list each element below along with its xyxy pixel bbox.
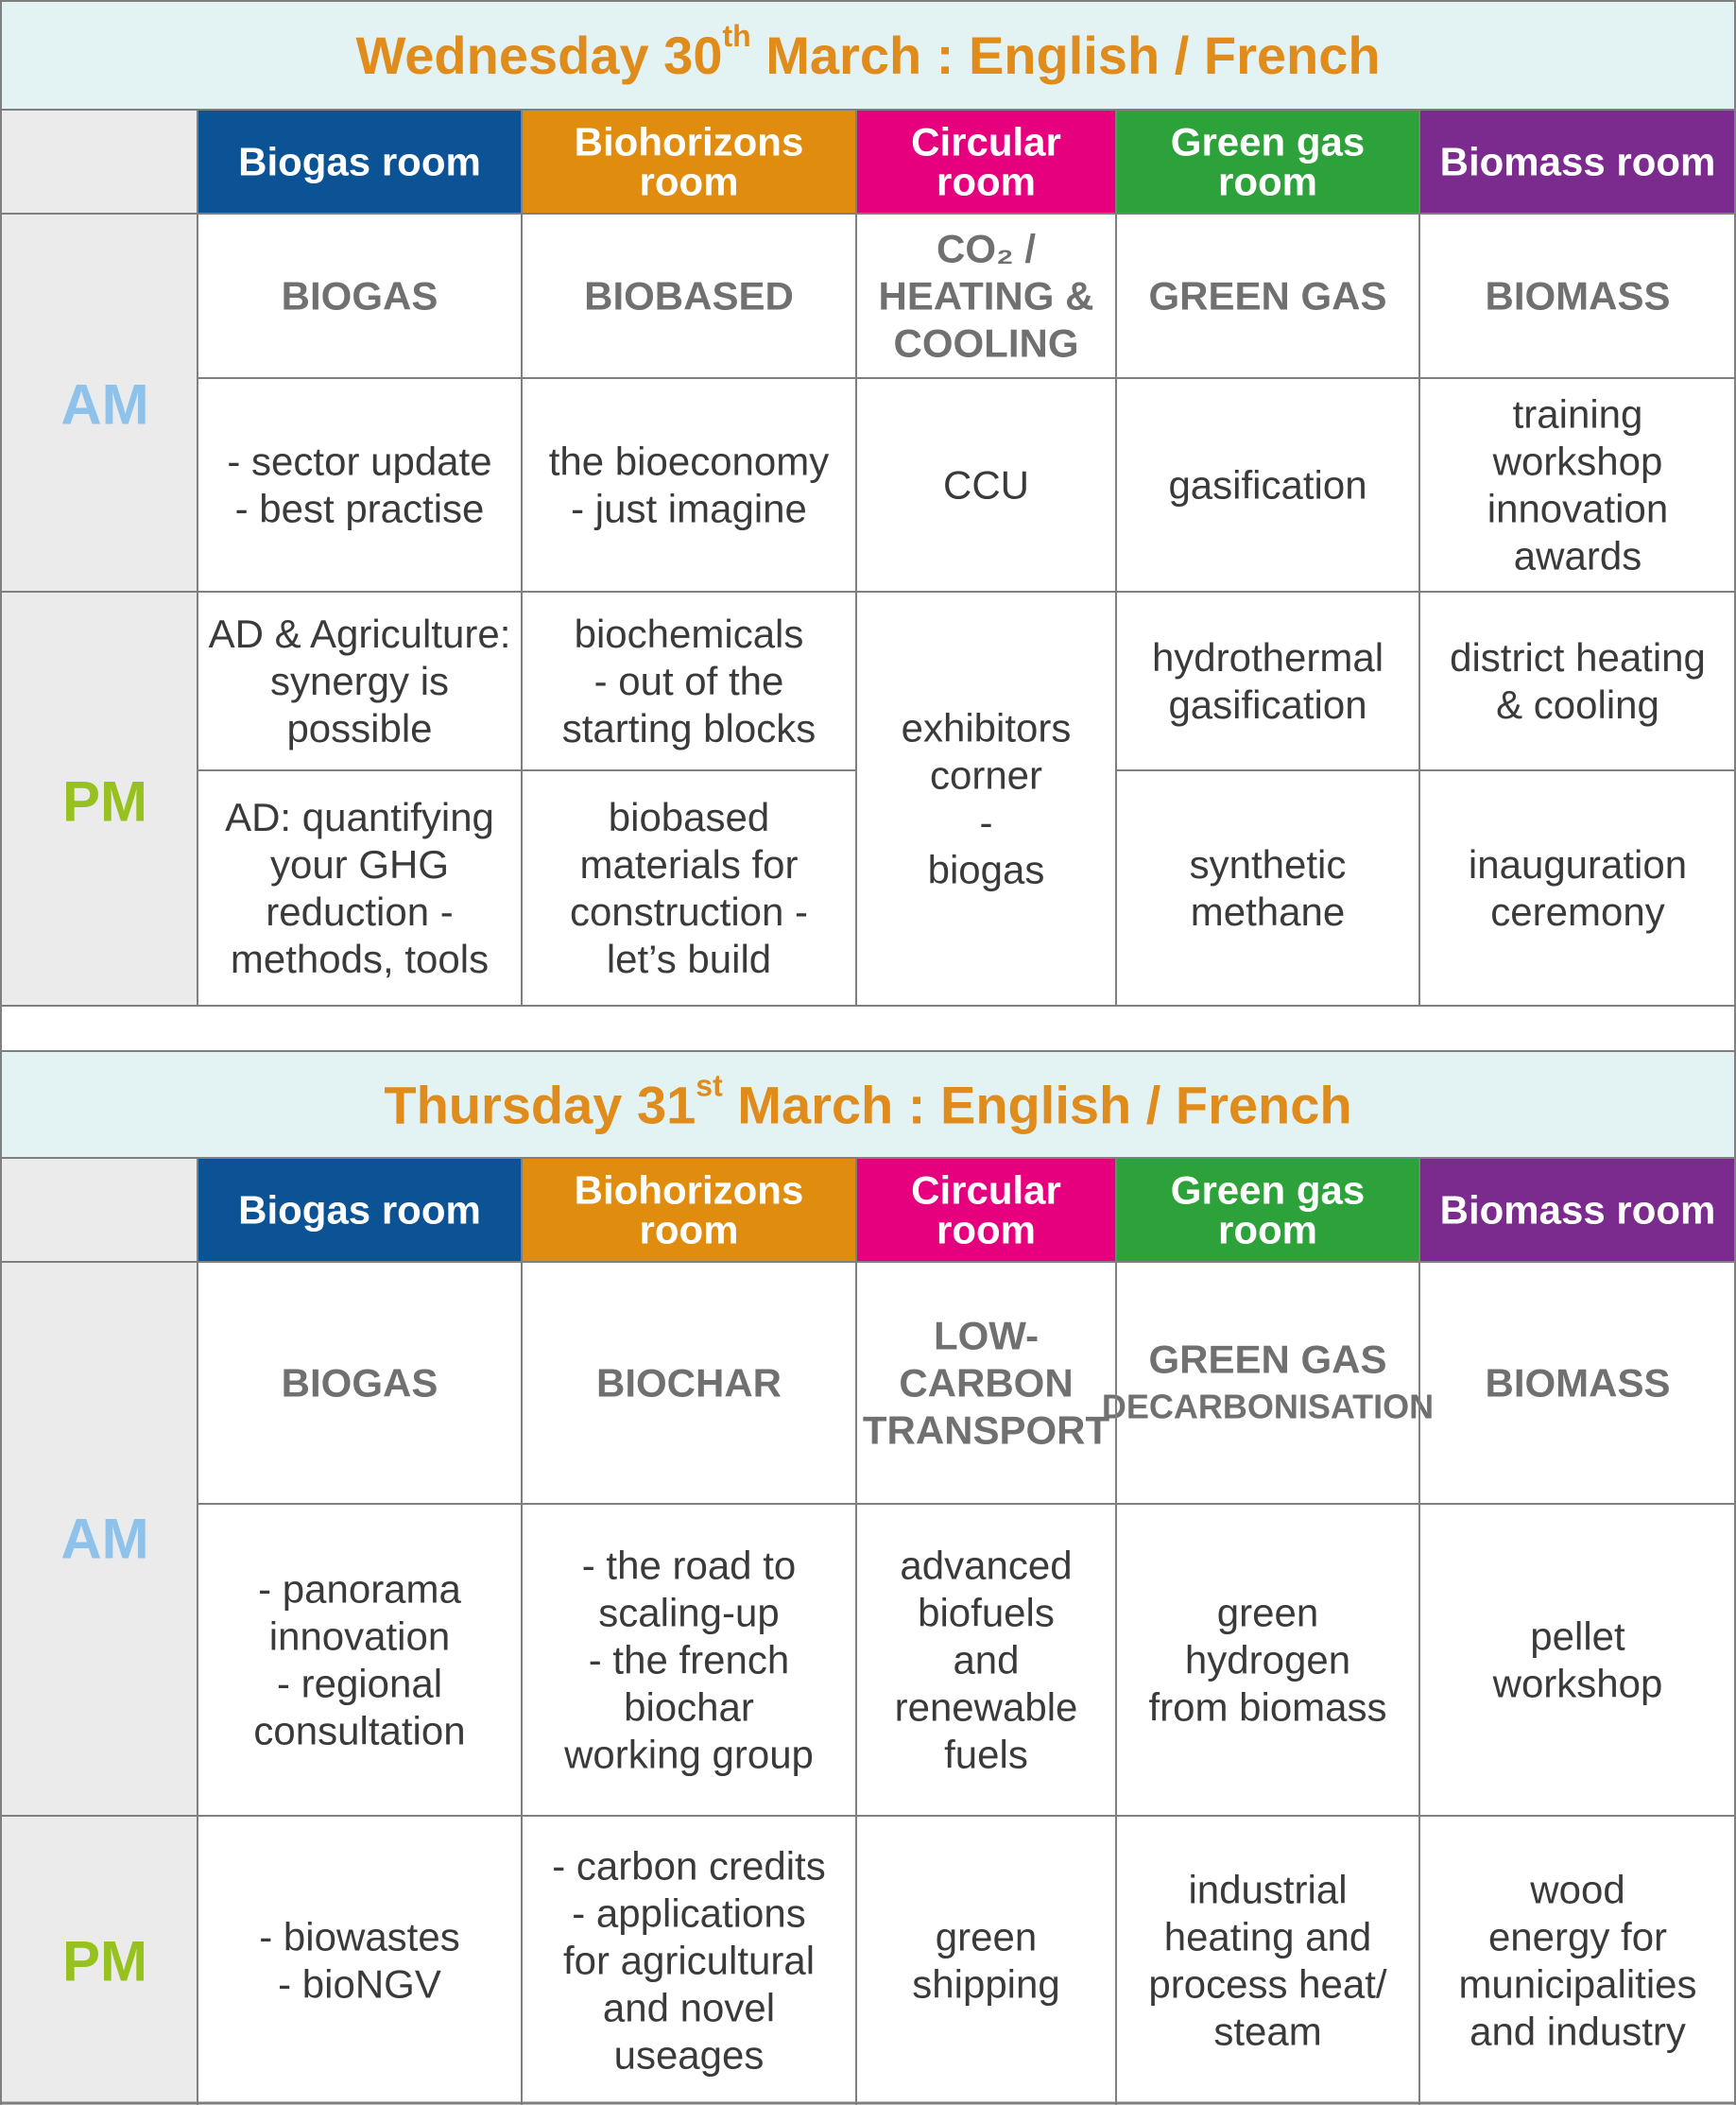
room-header-label-biomass-line: Biomass room [1439, 1187, 1716, 1233]
pm-session-2-biogas-line: your GHG [269, 842, 450, 887]
am-session-circular-line: CCU [943, 462, 1029, 508]
topic-biohorizons [596, 1361, 782, 1406]
pm-session-biohorizons-line: - applications [572, 1890, 806, 1936]
am-session-biomass-line: workshop [1492, 1661, 1663, 1706]
pm-session-1-biomass [1450, 635, 1706, 727]
day-title [384, 1069, 1351, 1135]
am-session-biohorizons-line: - the french [588, 1637, 790, 1682]
am-session-biogas [253, 1567, 465, 1753]
pm-session-2-biohorizons-line: biobased [608, 795, 770, 839]
topic-green_gas [1102, 1337, 1434, 1426]
am-session-biomass-line: training [1512, 391, 1643, 437]
am-session-biogas-line: - regional [276, 1661, 443, 1706]
pm-session-circular [912, 1915, 1059, 2007]
pm-session-2-biogas-line: methods, tools [230, 937, 490, 981]
topic-circular-line: LOW- [933, 1313, 1040, 1358]
am-session-circular-line: biofuels [918, 1590, 1055, 1635]
room-header-label-circular-line: Circular [911, 1167, 1061, 1213]
am-session-biohorizons-line: the bioeconomy [548, 439, 830, 484]
am-session-circular-line: advanced [900, 1543, 1073, 1588]
topic-biogas [282, 274, 438, 319]
pm-session-1-biohorizons [562, 612, 816, 751]
pm-session-2-biohorizons-line: construction - [569, 889, 809, 934]
time-label-column [0, 214, 198, 1006]
am-session-biomass-line: pellet [1530, 1613, 1625, 1659]
topic-biomass [1485, 274, 1670, 319]
topic-biogas-line: BIOGAS [281, 1360, 438, 1406]
am-session-biohorizons-line: working group [564, 1732, 814, 1777]
am-session-biomass [1487, 392, 1668, 578]
pm-session-biohorizons-line: for agricultural [562, 1938, 816, 1983]
pm-session-merged-circular [902, 706, 1072, 892]
pm-session-biomass [1458, 1868, 1696, 2054]
am-session-biogas [227, 440, 491, 531]
pm-session-merged-circular-line: exhibitors [901, 705, 1072, 751]
room-header-label-green_gas-line: Green gas [1170, 119, 1366, 164]
pm-label: PM [62, 769, 147, 834]
pm-session-biogas-line: - biowastes [259, 1914, 460, 1959]
topic-circular [863, 1314, 1110, 1453]
am-session-biohorizons-line: scaling-up [598, 1590, 780, 1635]
pm-session-2-biohorizons-line: let’s build [606, 937, 772, 981]
pm-session-merged-circular-line: corner [929, 752, 1043, 798]
pm-session-merged-circular-line: - [979, 800, 993, 845]
day-title-ordinal: th [722, 19, 751, 53]
pm-session-1-biogas-line: possible [286, 706, 433, 751]
pm-session-biohorizons [552, 1844, 825, 2078]
pm-session-1-green_gas-line: hydrothermal [1151, 635, 1384, 680]
room-header-label-biogas [238, 1188, 481, 1233]
room-header-label-green_gas-line: room [1218, 1207, 1317, 1252]
pm-session-2-biogas-line: AD: quantifying [225, 795, 494, 839]
topic-biomass-line: BIOMASS [1485, 273, 1671, 319]
am-session-biohorizons [563, 1544, 814, 1777]
day-title-date: Wednesday 30 [355, 25, 723, 85]
pm-session-merged-circular-line: biogas [927, 847, 1045, 892]
pm-session-biohorizons-line: and novel [602, 1985, 776, 2030]
pm-session-2-biohorizons-line: materials for [579, 842, 799, 887]
am-session-biogas-line: - panorama [258, 1566, 461, 1612]
am-session-circular [895, 1544, 1078, 1777]
am-session-biomass [1492, 1614, 1663, 1706]
day-title-ordinal: st [696, 1068, 723, 1103]
pm-session-1-biogas-line: synergy is [269, 659, 450, 703]
am-session-circular-line: fuels [944, 1732, 1028, 1777]
am-session-biogas-line: innovation [268, 1613, 451, 1659]
pm-session-circular-line: shipping [912, 1961, 1060, 2007]
pm-session-2-biomass-line: inauguration [1468, 842, 1688, 887]
room-header-label-biomass [1440, 140, 1716, 184]
pm-session-2-biomass-line: ceremony [1490, 889, 1665, 934]
room-header-label-biohorizons-line: room [639, 159, 739, 204]
am-session-green_gas-line: hydrogen [1184, 1637, 1351, 1682]
topic-circular-line: CO₂ / [937, 226, 1036, 271]
topic-biomass-line: BIOMASS [1485, 1360, 1671, 1406]
topic-green_gas-line: GREEN GAS [1148, 1337, 1387, 1382]
am-session-biohorizons-line: biochar [624, 1684, 754, 1730]
topic-biomass [1485, 1361, 1670, 1406]
topic-biohorizons-line: BIOBASED [584, 273, 794, 319]
topic-circular [879, 227, 1094, 366]
pm-session-biohorizons-line: - carbon credits [552, 1843, 826, 1889]
pm-session-circular-line: green [935, 1914, 1038, 1959]
am-session-circular-line: and [953, 1637, 1020, 1682]
topic-green_gas [1148, 274, 1386, 319]
room-header-label-biogas [238, 140, 481, 184]
pm-session-1-biomass-line: & cooling [1496, 682, 1659, 727]
pm-session-1-biogas-line: AD & Agriculture: [208, 612, 511, 656]
day-title-date: Thursday 31 [384, 1075, 696, 1134]
topic-circular-line: HEATING & [878, 273, 1094, 319]
room-header-label-circular-line: Circular [911, 119, 1061, 164]
room-header-label-biohorizons-line: room [639, 1207, 739, 1252]
room-header-label-biohorizons-line: Biohorizons [574, 1167, 804, 1213]
room-header-label-circular-line: room [937, 1207, 1036, 1252]
topic-biohorizons [584, 274, 794, 319]
topic-green_gas-line: DECARBONISATION [1101, 1387, 1435, 1426]
am-label: AM [60, 372, 149, 437]
pm-session-green_gas-line: steam [1213, 2009, 1322, 2054]
pm-session-2-green_gas-line: synthetic [1189, 842, 1347, 887]
room-header-label-biomass [1440, 1188, 1716, 1233]
am-session-biogas-line: - sector update [227, 439, 492, 484]
pm-session-biohorizons-line: useages [613, 2032, 765, 2078]
pm-session-1-biomass-line: district heating [1450, 635, 1706, 680]
room-header-label-circular-line: room [937, 159, 1036, 204]
pm-session-green_gas-line: process heat/ [1148, 1961, 1387, 2007]
day-title-language: March : English / French [722, 1075, 1352, 1134]
pm-session-1-biohorizons-line: biochemicals [574, 612, 804, 656]
am-label: AM [60, 1507, 149, 1571]
header-corner-cell [0, 1158, 198, 1262]
pm-session-green_gas-line: industrial [1188, 1867, 1348, 1912]
room-header-label-biogas-line: Biogas room [238, 1187, 481, 1233]
topic-biogas-line: BIOGAS [281, 273, 438, 319]
day-title [355, 19, 1380, 85]
pm-session-biomass-line: energy for [1487, 1914, 1668, 1959]
room-header-label-biomass-line: Biomass room [1439, 139, 1716, 184]
topic-biogas [282, 1361, 438, 1406]
am-session-circular-line: renewable [894, 1684, 1078, 1730]
am-session-biohorizons-line: - the road to [581, 1543, 797, 1588]
am-session-green_gas-line: from biomass [1148, 1684, 1387, 1730]
topic-circular-line: CARBON [899, 1360, 1074, 1406]
pm-session-2-green_gas-line: methane [1190, 889, 1346, 934]
topic-green_gas-line: GREEN GAS [1148, 273, 1387, 319]
pm-session-2-biogas-line: reduction - [266, 889, 454, 934]
pm-session-biogas [259, 1915, 459, 2007]
header-corner-cell [0, 110, 198, 214]
pm-session-biomass-line: municipalities [1458, 1961, 1697, 2007]
pm-session-biogas-line: - bioNGV [278, 1961, 441, 2007]
am-session-biomass-line: awards [1513, 533, 1642, 578]
pm-session-1-green_gas [1152, 635, 1384, 727]
topic-circular-line: COOLING [893, 320, 1079, 366]
pm-session-2-green_gas [1190, 842, 1347, 934]
pm-label: PM [62, 1929, 147, 1993]
am-session-biogas-line: consultation [253, 1708, 466, 1753]
pm-session-green_gas-line: heating and [1163, 1914, 1372, 1959]
pm-session-1-biogas [209, 612, 511, 751]
room-header-label-green_gas-line: room [1218, 159, 1317, 204]
am-session-green_gas [1168, 463, 1366, 508]
pm-session-2-biogas [225, 795, 494, 981]
room-header-label-biogas-line: Biogas room [238, 139, 481, 184]
topic-biohorizons-line: BIOCHAR [596, 1360, 782, 1406]
am-session-biohorizons-line: - just imagine [571, 486, 807, 531]
am-session-green_gas [1148, 1591, 1386, 1730]
pm-session-1-green_gas-line: gasification [1168, 682, 1367, 727]
am-session-biohorizons [549, 440, 830, 531]
pm-session-2-biomass [1469, 842, 1687, 934]
pm-session-1-biohorizons-line: - out of the [593, 659, 784, 703]
am-session-green_gas-line: green [1216, 1590, 1319, 1635]
pm-session-biomass-line: wood [1530, 1867, 1625, 1912]
am-session-circular [943, 463, 1029, 508]
pm-session-biomass-line: and industry [1470, 2009, 1686, 2054]
topic-circular-line: TRANSPORT [862, 1407, 1110, 1453]
pm-session-2-biohorizons [570, 795, 808, 981]
pm-session-green_gas [1148, 1868, 1386, 2054]
am-session-biomass-line: innovation [1487, 486, 1669, 531]
am-session-biomass-line: workshop [1492, 439, 1663, 484]
room-header-label-green_gas-line: Green gas [1170, 1167, 1366, 1213]
room-header-label-biohorizons-line: Biohorizons [574, 119, 804, 164]
am-session-biogas-line: - best practise [234, 486, 485, 531]
day-title-language: March : English / French [750, 25, 1381, 85]
pm-session-1-biohorizons-line: starting blocks [561, 706, 816, 751]
am-session-green_gas-line: gasification [1168, 462, 1367, 508]
